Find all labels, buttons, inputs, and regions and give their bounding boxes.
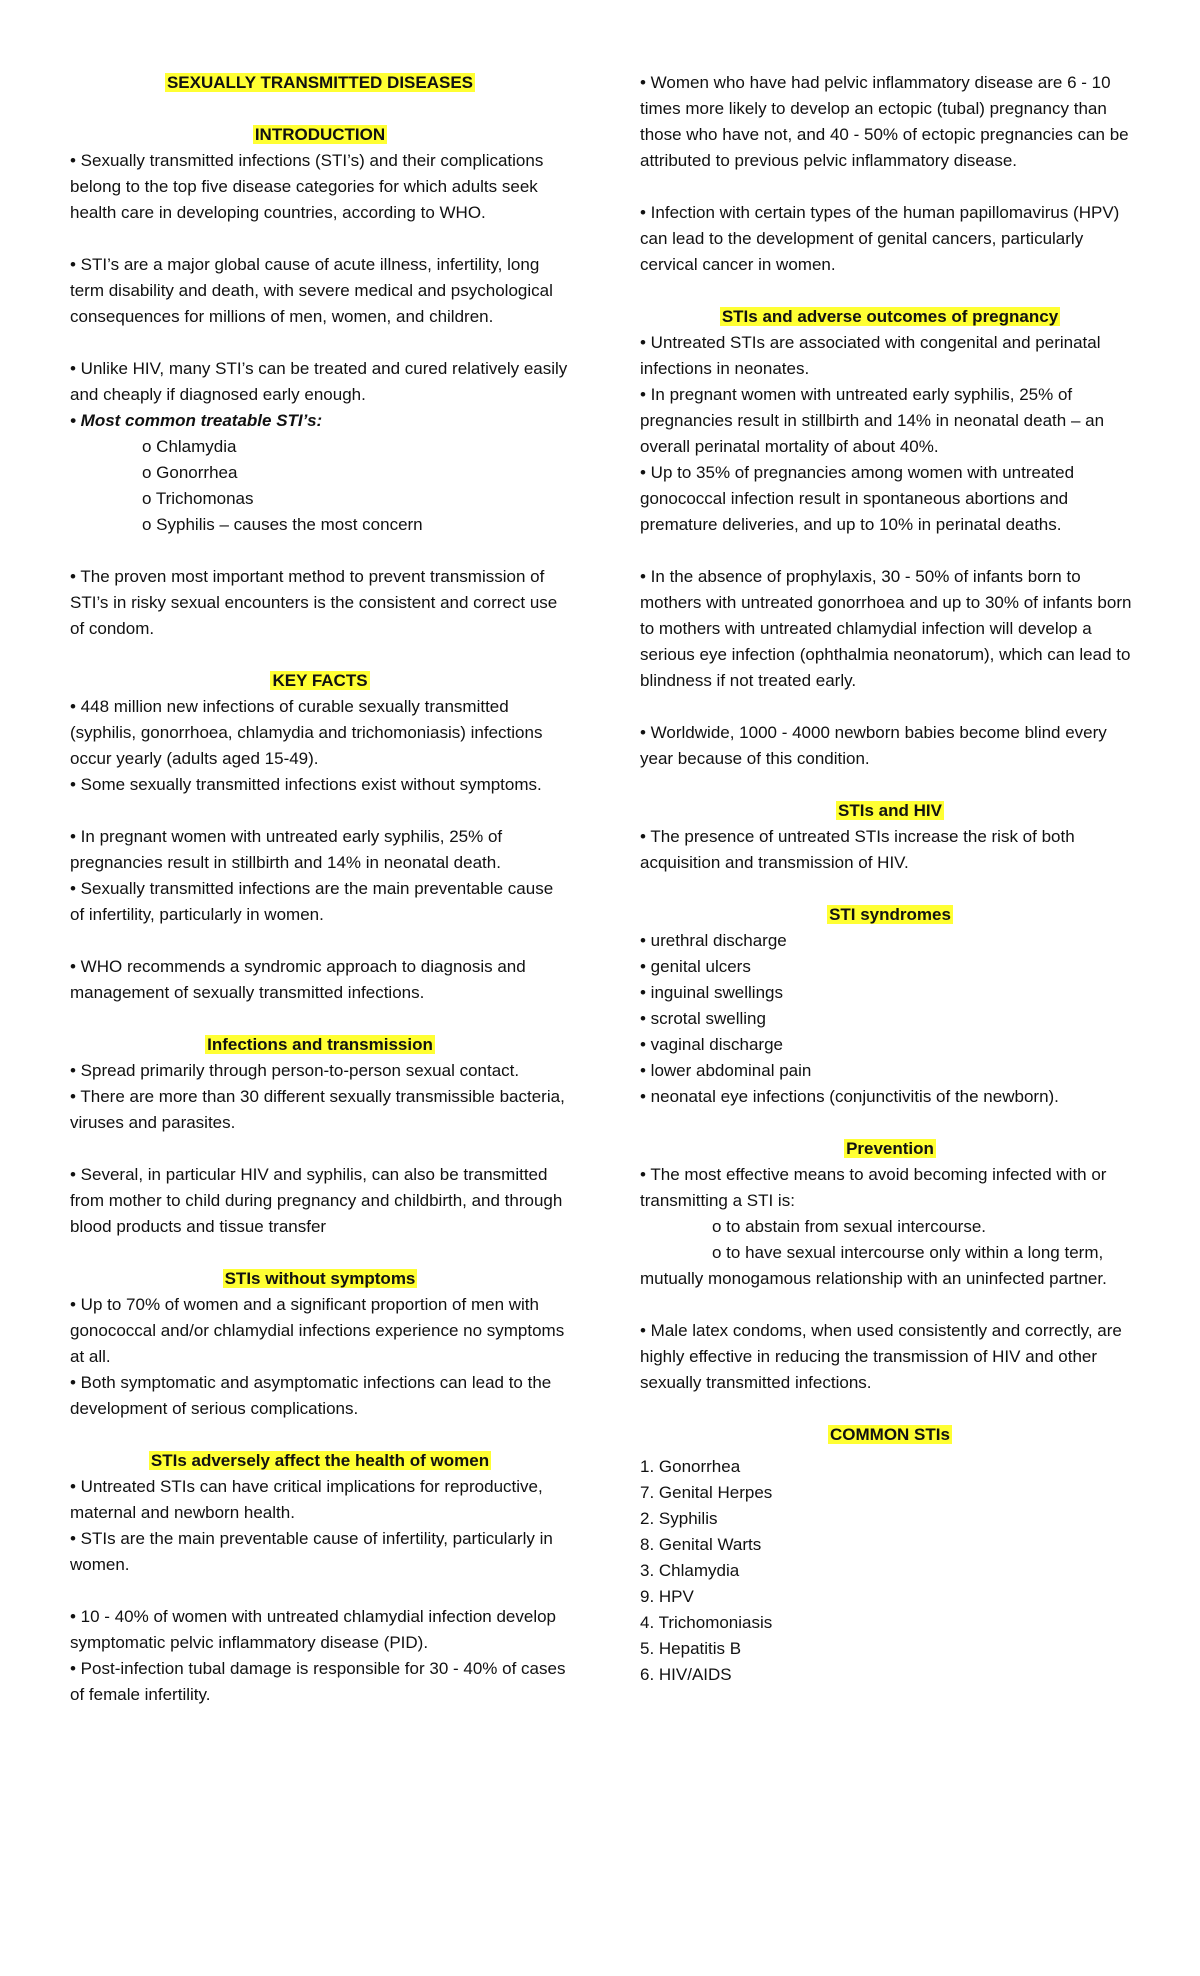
paragraph: • The presence of untreated STIs increase the risk of both acquisition and transmission of HIV. (640, 827, 1075, 872)
list-item: • inguinal swellings (640, 983, 783, 1002)
paragraph: • Post-infection tubal damage is responsible for 30 - 40% of cases of female infertility. (70, 1659, 566, 1704)
document-title: SEXUALLY TRANSMITTED DISEASES (166, 73, 474, 92)
list-item: 5. Hepatitis B (640, 1639, 742, 1658)
list-item: 9. HPV (640, 1587, 694, 1606)
paragraph: • Sexually transmitted infections are the main preventable cause of infertility, particularly in women. (70, 879, 554, 924)
paragraph: • The proven most important method to prevent transmission of STI’s in risky sexual encounters is the consistent and correct use of condom. (70, 567, 558, 638)
paragraph: • Sexually transmitted infections (STI’s) and their complications belong to the top five disease categories for which adults seek health care in developing countries, according to WHO. (70, 151, 544, 222)
paragraph: • Untreated STIs can have critical implications for reproductive, maternal and newborn health. (70, 1477, 543, 1522)
list-item: • neonatal eye infections (conjunctivitis of the newborn). (640, 1087, 1059, 1106)
paragraph: • Worldwide, 1000 - 4000 newborn babies become blind every year because of this condition. (640, 723, 1107, 768)
list-item: • urethral discharge (640, 931, 787, 950)
heading-stis-without-symptoms: STIs without symptoms (224, 1269, 416, 1288)
heading-common-stis: COMMON STIs (830, 1425, 950, 1444)
list-item: 8. Genital Warts (640, 1535, 762, 1554)
heading-pregnancy-outcomes: STIs and adverse outcomes of pregnancy (721, 307, 1059, 326)
paragraph: • Unlike HIV, many STI’s can be treated and cured relatively easily and cheaply if diagnosed early enough. (70, 359, 568, 404)
treatable-label: • Most common treatable STI’s: (70, 411, 323, 430)
list-item: 1. Gonorrhea (640, 1457, 741, 1476)
paragraph: • In the absence of prophylaxis, 30 - 50% of infants born to mothers with untreated gonorrhoea and up to 30% of infants born to mothers with untreated chlamydial infection will develop a serious eye infection (ophthalmia neonatorum), which can lead to blindness if not treated early. (640, 567, 1132, 690)
paragraph: • Male latex condoms, when used consistently and correctly, are highly effective in reducing the transmission of HIV and other sexually transmitted infections. (640, 1321, 1122, 1392)
paragraph: • Infection with certain types of the human papillomavirus (HPV) can lead to the development of genital cancers, particularly cervical cancer in women. (640, 203, 1120, 274)
list-item: o Gonorrhea (142, 463, 238, 482)
list-item: o to abstain from sexual intercourse. (712, 1217, 987, 1236)
paragraph: • Up to 70% of women and a significant proportion of men with gonococcal and/or chlamydial infections experience no symptoms at all. (70, 1295, 565, 1366)
paragraph: • Both symptomatic and asymptomatic infections can lead to the development of serious complications. (70, 1373, 552, 1418)
paragraph: • Some sexually transmitted infections exist without symptoms. (70, 775, 542, 794)
left-column (70, 70, 570, 1708)
paragraph: • 10 - 40% of women with untreated chlamydial infection develop symptomatic pelvic inflammatory disease (PID). (70, 1607, 557, 1652)
paragraph: • STI’s are a major global cause of acute illness, infertility, long term disability and death, with severe medical and psychological consequences for millions of men, women, and children. (70, 255, 553, 326)
list-item: 4. Trichomoniasis (640, 1613, 773, 1632)
paragraph: • WHO recommends a syndromic approach to diagnosis and management of sexually transmitted infections. (70, 957, 526, 1002)
list-item: 6. HIV/AIDS (640, 1665, 732, 1684)
paragraph: • Spread primarily through person-to-person sexual contact. (70, 1061, 520, 1080)
paragraph: • STIs are the main preventable cause of infertility, particularly in women. (70, 1529, 553, 1574)
right-column (640, 70, 1140, 1688)
list-item: • genital ulcers (640, 957, 751, 976)
list-item: o to have sexual intercourse only within a long term, (712, 1243, 1104, 1262)
paragraph: mutually monogamous relationship with an uninfected partner. (640, 1269, 1107, 1288)
list-item: o Chlamydia (142, 437, 237, 456)
list-item: o Trichomonas (142, 489, 254, 508)
list-item: 3. Chlamydia (640, 1561, 740, 1580)
paragraph: • There are more than 30 different sexually transmissible bacteria, viruses and parasites. (70, 1087, 565, 1132)
list-item: • scrotal swelling (640, 1009, 766, 1028)
list-item: • vaginal discharge (640, 1035, 783, 1054)
paragraph: • Women who have had pelvic inflammatory disease are 6 - 10 times more likely to develop an ectopic (tubal) pregnancy than those who have not, and 40 - 50% of ectopic pregnancies can be attributed to previous pelvic inflammatory disease. (640, 73, 1129, 170)
paragraph: • Up to 35% of pregnancies among women with untreated gonococcal infection result in spontaneous abortions and premature deliveries, and up to 10% in perinatal deaths. (640, 463, 1075, 534)
paragraph: • In pregnant women with untreated early syphilis, 25% of pregnancies result in stillbirth and 14% in neonatal death. (70, 827, 503, 872)
paragraph: • The most effective means to avoid becoming infected with or transmitting a STI is: (640, 1165, 1107, 1210)
paragraph: • Several, in particular HIV and syphilis, can also be transmitted from mother to child during pregnancy and childbirth, and through blood products and tissue transfer (70, 1165, 563, 1236)
heading-health-of-women: STIs adversely affect the health of women (150, 1451, 490, 1470)
heading-sti-syndromes: STI syndromes (829, 905, 951, 924)
list-item: o Syphilis – causes the most concern (142, 515, 423, 534)
paragraph: • Untreated STIs are associated with congenital and perinatal infections in neonates. (640, 333, 1101, 378)
heading-prevention: Prevention (846, 1139, 934, 1158)
heading-stis-and-hiv: STIs and HIV (838, 801, 942, 820)
paragraph: • In pregnant women with untreated early syphilis, 25% of pregnancies result in stillbirth and 14% in neonatal death – an overall perinatal mortality of about 40%. (640, 385, 1105, 456)
heading-key-facts: KEY FACTS (272, 671, 368, 690)
list-item: 7. Genital Herpes (640, 1483, 773, 1502)
list-item: 2. Syphilis (640, 1509, 718, 1528)
heading-infections-transmission: Infections and transmission (207, 1035, 433, 1054)
paragraph: • 448 million new infections of curable sexually transmitted (syphilis, gonorrhoea, chlamydia and trichomoniasis) infections occur yearly (adults aged 15-49). (70, 697, 543, 768)
heading-introduction: INTRODUCTION (254, 125, 386, 144)
list-item: • lower abdominal pain (640, 1061, 812, 1080)
